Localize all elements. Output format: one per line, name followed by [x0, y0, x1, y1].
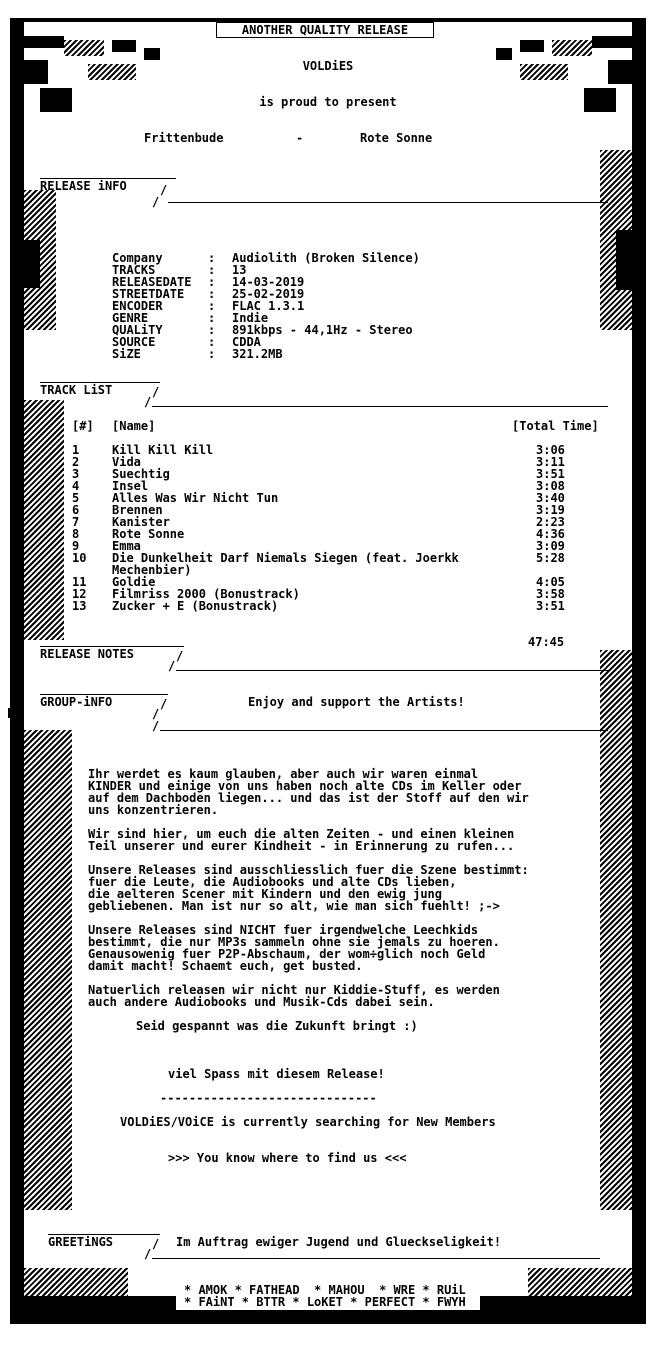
field-value: 14-03-2019 [232, 275, 305, 289]
group-info-line: bestimmt, die nur MP3s sammeln ohne sie jemals zu hoeren. [88, 935, 500, 949]
track-time: 4:05 [536, 575, 565, 589]
ornament-bottom-right [480, 1296, 632, 1310]
field-key: ENCODER [112, 299, 163, 313]
track-name: Emma [112, 539, 141, 553]
group-info-line: auch andere Audiobooks und Musik-Cds dabei sein. [88, 995, 435, 1009]
track-name: Goldie [112, 575, 156, 589]
group-info-line: KINDER und einige von uns haben noch alte CDs im Keller oder [88, 779, 522, 793]
release-info-rule [168, 202, 608, 203]
field-key: Company [112, 251, 163, 265]
track-number: 7 [72, 515, 80, 529]
field-value: 321.2MB [232, 347, 283, 361]
col-num-header: [#] [72, 419, 94, 433]
track-time: 3:51 [536, 599, 565, 613]
ornament-top-right [592, 36, 632, 48]
track-name: Filmriss 2000 (Bonustrack) [112, 587, 300, 601]
field-value: FLAC 1.3.1 [232, 299, 305, 313]
ornament-top-right-hatch [552, 40, 592, 56]
track-time: 3:19 [536, 503, 565, 517]
field-value: 25-02-2019 [232, 287, 305, 301]
track-name: Suechtig [112, 467, 170, 481]
track-time: 5:28 [536, 551, 565, 565]
right-block-1 [616, 230, 632, 290]
track-number: 6 [72, 503, 80, 517]
track-time: 2:23 [536, 515, 565, 529]
track-time: 3:58 [536, 587, 565, 601]
track-number: 3 [72, 467, 80, 481]
field-value: CDDA [232, 335, 261, 349]
ornament-top-right-4 [520, 40, 544, 52]
release-notes-slash-2: / [168, 659, 176, 673]
ornament-top-left-4 [112, 40, 136, 52]
future-text: Seid gespannt was die Zukunft bringt :) [136, 1019, 418, 1033]
proud-text: is proud to present [259, 95, 397, 109]
greetings-rule [152, 1258, 600, 1259]
right-hatch-2 [600, 650, 632, 1210]
artist-name: Frittenbude [144, 131, 224, 145]
track-time: 3:06 [536, 443, 565, 457]
group-info-line: auf dem Dachboden liegen... und das ist der Stoff auf den wir [88, 791, 529, 805]
greetings-slash: / [152, 1237, 160, 1251]
banner-text: ANOTHER QUALITY RELEASE [241, 23, 409, 37]
group-info-line: uns konzentrieren. [88, 803, 219, 817]
track-number: 5 [72, 491, 80, 505]
release-info-slash-2: / [152, 195, 160, 209]
track-number: 13 [72, 599, 87, 613]
col-name-header: [Name] [112, 419, 156, 433]
group-info-line: Wir sind hier, um euch die alten Zeiten - und einen kleinen [88, 827, 515, 841]
track-time: 3:40 [536, 491, 565, 505]
field-value: Audiolith (Broken Silence) [232, 251, 420, 265]
field-key: GENRE [112, 311, 149, 325]
ornament-top-right-5 [496, 48, 512, 60]
group-info-heading: GROUP-iNFO [40, 695, 113, 709]
total-time: 47:45 [528, 635, 565, 649]
field-key: STREETDATE [112, 287, 185, 301]
group-info-line: fuer die Leute, die Audiobooks und alte CDs lieben, [88, 875, 457, 889]
group-info-tagline: Enjoy and support the Artists! [248, 695, 465, 709]
group-info-line: gebliebenen. Man ist nur so alt, wie man sich fuehlt! ;-> [88, 899, 500, 913]
field-separator: : [208, 335, 216, 349]
greetings-heading: GREETiNGS [48, 1235, 114, 1249]
track-list-rule [152, 406, 608, 407]
field-separator: : [208, 275, 216, 289]
track-name: Insel [112, 479, 149, 493]
group-info-rule [160, 730, 608, 731]
track-list-heading: TRACK LiST [40, 383, 113, 397]
banner [216, 22, 434, 38]
album-name: Rote Sonne [360, 131, 433, 145]
track-name: Die Dunkelheit Darf Niemals Siegen (feat. Joerkk [112, 551, 459, 565]
group-info-line: Ihr werdet es kaum glauben, aber auch wir waren einmal [88, 767, 479, 781]
field-value: 891kbps - 44,1Hz - Stereo [232, 323, 413, 337]
greetings-line-2: * FAiNT * BTTR * LoKET * PERFECT * FWYH [184, 1295, 466, 1309]
greetings-slash-2: / [144, 1247, 152, 1261]
track-time: 3:09 [536, 539, 565, 553]
field-key: RELEASEDATE [112, 275, 192, 289]
group-info-slash-2: / [152, 707, 160, 721]
field-separator: : [208, 299, 216, 313]
track-name-continued: Mechenbier) [112, 563, 192, 577]
ornament-top-left-hatch [64, 40, 104, 56]
group-info-line: Genausowenig fuer P2P-Abschaum, der wom÷glich noch Geld [88, 947, 486, 961]
track-number: 9 [72, 539, 80, 553]
track-number: 11 [72, 575, 87, 589]
track-number: 4 [72, 479, 80, 493]
release-notes-rule [176, 670, 608, 671]
track-name: Kill Kill Kill [112, 443, 214, 457]
left-block-1 [24, 240, 40, 288]
group-info-line: die aelteren Scener mit Kindern und den ewig jung [88, 887, 443, 901]
group-info-slash: / [160, 697, 168, 711]
release-notes-heading: RELEASE NOTES [40, 647, 134, 661]
field-separator: : [208, 251, 216, 265]
group-name: VOLDiES [302, 59, 354, 73]
track-number: 1 [72, 443, 80, 457]
field-key: TRACKS [112, 263, 156, 277]
ornament-bottom-left [24, 1296, 176, 1310]
group-info-line: Unsere Releases sind NICHT fuer irgendwelche Leechkids [88, 923, 479, 937]
field-separator: : [208, 347, 216, 361]
group-info-line: Unsere Releases sind ausschliesslich fuer die Szene bestimmt: [88, 863, 529, 877]
group-info-slash-3: / [152, 719, 160, 733]
release-notes-slash: / [176, 649, 184, 663]
release-info-slash: / [160, 183, 168, 197]
track-list-slash: / [152, 385, 160, 399]
track-name: Kanister [112, 515, 170, 529]
greetings-tagline: Im Auftrag ewiger Jugend und Glueckseligkeit! [176, 1235, 502, 1249]
field-separator: : [208, 323, 216, 337]
track-time: 4:36 [536, 527, 565, 541]
track-list-slash-2: / [144, 395, 152, 409]
track-name: Rote Sonne [112, 527, 185, 541]
track-number: 8 [72, 527, 80, 541]
release-info-heading: RELEASE iNFO [40, 179, 127, 193]
group-info-line: Natuerlich releasen wir nicht nur Kiddie-Stuff, es werden [88, 983, 500, 997]
track-number: 2 [72, 455, 80, 469]
track-time: 3:11 [536, 455, 565, 469]
find-text: >>> You know where to find us <<< [168, 1151, 407, 1165]
ornament-top-left [24, 36, 64, 48]
group-info-line: damit macht! Schaemt euch, get busted. [88, 959, 363, 973]
field-key: SOURCE [112, 335, 156, 349]
field-key: QUALiTY [112, 323, 163, 337]
field-separator: : [208, 263, 216, 277]
left-hatch-3 [24, 730, 72, 1210]
left-hatch-2 [24, 400, 64, 640]
field-value: Indie [232, 311, 269, 325]
track-name: Brennen [112, 503, 163, 517]
field-value: 13 [232, 263, 247, 277]
title-dash: - [296, 131, 304, 145]
fun-text: viel Spass mit diesem Release! [168, 1067, 385, 1081]
track-number: 10 [72, 551, 87, 565]
greetings-line-1: * AMOK * FATHEAD * MAHOU * WRE * RUiL [184, 1283, 466, 1297]
field-key: SiZE [112, 347, 141, 361]
track-name: Zucker + E (Bonustrack) [112, 599, 279, 613]
separator: ------------------------------ [160, 1091, 377, 1105]
track-time: 3:08 [536, 479, 565, 493]
track-time: 3:51 [536, 467, 565, 481]
left-edge-mark [8, 708, 14, 718]
field-separator: : [208, 287, 216, 301]
track-name: Alles Was Wir Nicht Tun [112, 491, 279, 505]
track-number: 12 [72, 587, 87, 601]
col-time-header: [Total Time] [512, 419, 599, 433]
track-name: Vida [112, 455, 141, 469]
field-separator: : [208, 311, 216, 325]
group-info-line: Teil unserer und eurer Kindheit - in Erinnerung zu rufen... [88, 839, 515, 853]
recruit-text: VOLDiES/VOiCE is currently searching for New Members [120, 1115, 496, 1129]
ornament-top-left-5 [144, 48, 160, 60]
